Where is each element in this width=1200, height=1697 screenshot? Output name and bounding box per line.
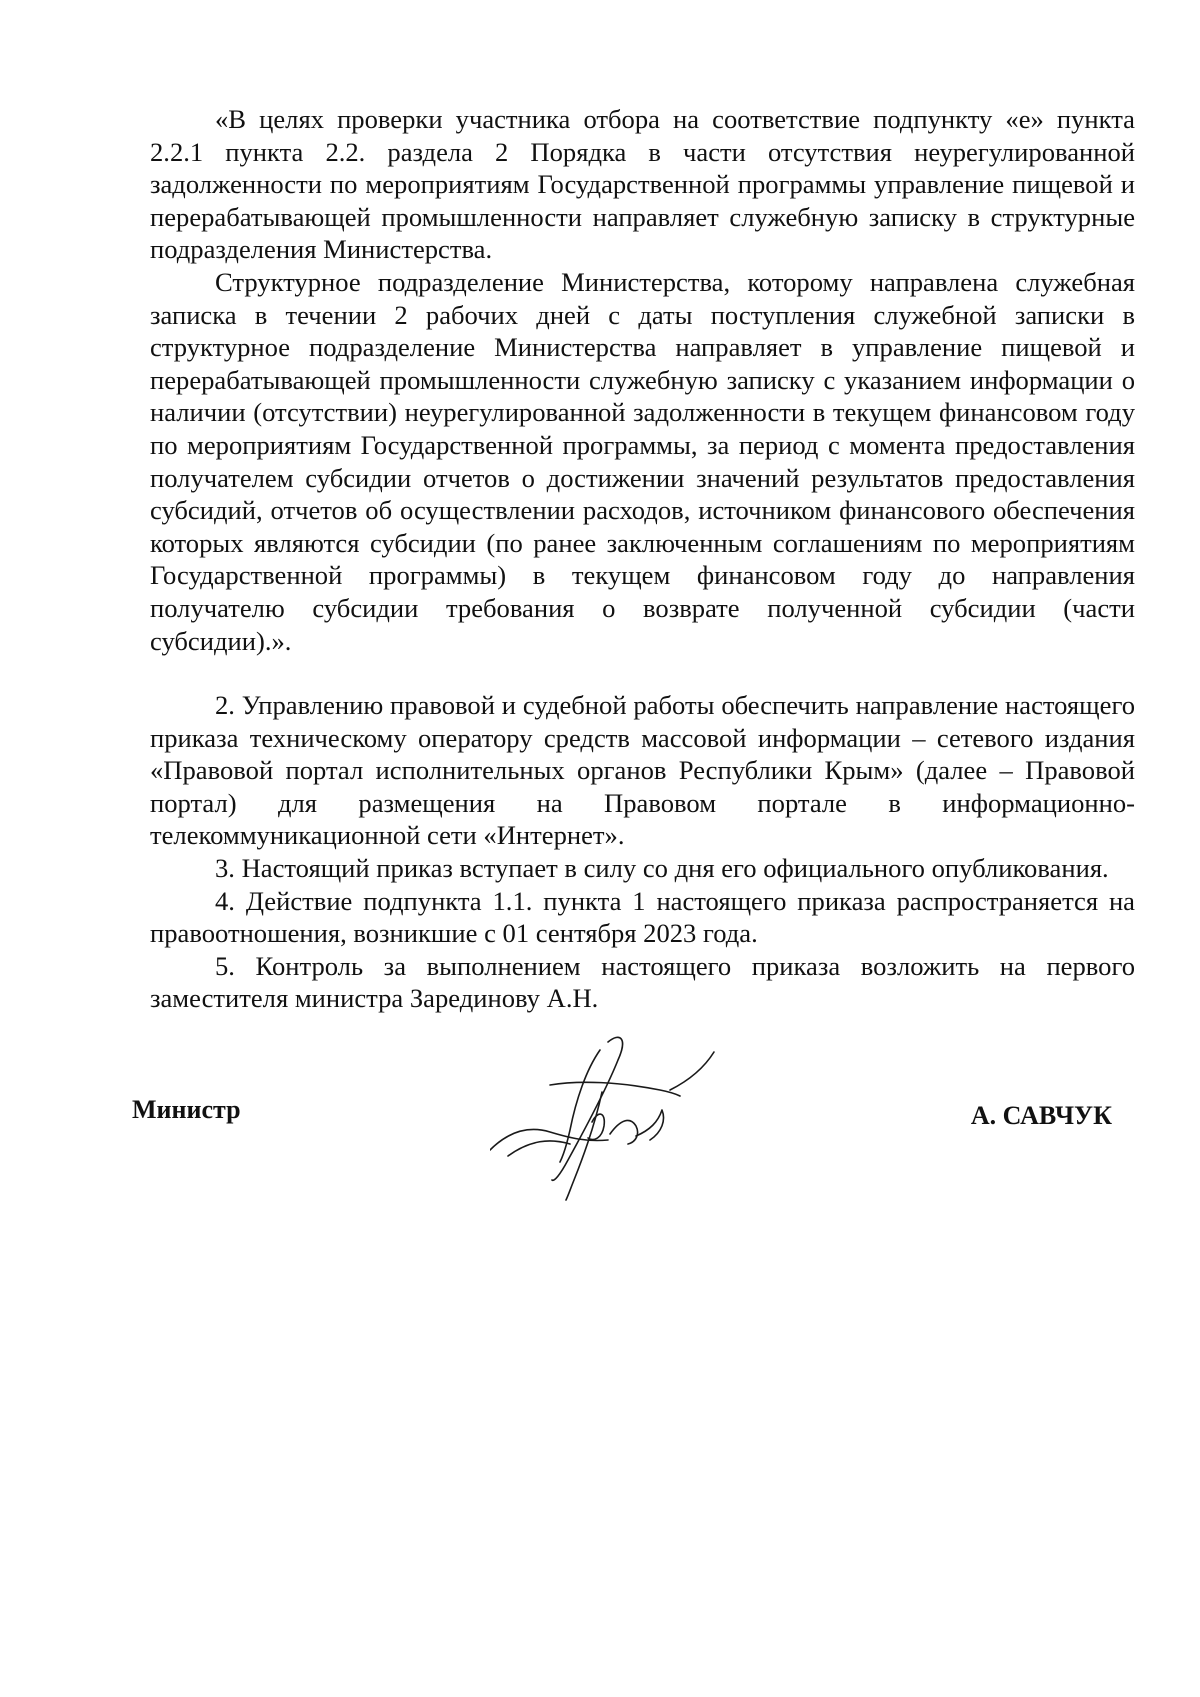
paragraph-quoted-amendment-2: Структурное подразделение Министерства, которому направлена служебная записка в течении 2 рабочих дней с даты поступления служебной записки в структурное подразделение Министерства направляет в управление пищевой и перерабатывающей промышленности служебную записку с указанием информации о наличии (отсутствии) неурегулированной задолженности в текущем финансовом году по мероприятиям Государственной программы, за период с момента предоставления получателем субсидии отчетов о достижении значений результатов предоставления субсидий, отчетов об осуществлении расходов, источником финансового обеспечения которых являются субсидии (по ранее заключенным соглашениям по мероприятиям Государственной программы) в текущем финансовом году до направления получателю субсидии требования о возврате полученной субсидии (части субсидии).». [150, 266, 1135, 656]
document-body [150, 103, 1135, 1015]
signatory-title: Министр [132, 1095, 241, 1124]
signatory-name: А. САВЧУК [970, 1101, 1112, 1130]
paragraph-item-3: 3. Настоящий приказ вступает в силу со дня его официального опубликования. [215, 853, 1109, 884]
paragraph-item-2: 2. Управлению правовой и судебной работы обеспечить направление настоящего приказа техническому оператору средств массовой информации – сетевого издания «Правовой портал исполнительных органов Республики Крым» (далее – Правовой портал) для размещения на Правовом портале в информационно-телекоммуникационной сети «Интернет». [150, 690, 1135, 851]
paragraph-item-5: 5. Контроль за выполнением настоящего приказа возложить на первого заместителя министра Зарединову А.Н. [150, 950, 1135, 1014]
paragraph-quoted-amendment-1: «В целях проверки участника отбора на соответствие подпункту «е» пункта 2.2.1 пункта 2.2. раздела 2 Порядка в части отсутствия неурегулированной задолженности по мероприятиям Государственной программы управление пищевой и перерабатывающей промышленности направляет служебную записку в структурные подразделения Министерства. [150, 104, 1135, 265]
handwritten-signature-icon [490, 1030, 790, 1205]
paragraph-gap [150, 657, 1135, 689]
paragraph-item-4: 4. Действие подпункта 1.1. пункта 1 настоящего приказа распространяется на правоотношения, возникшие с 01 сентября 2023 года. [150, 885, 1135, 949]
